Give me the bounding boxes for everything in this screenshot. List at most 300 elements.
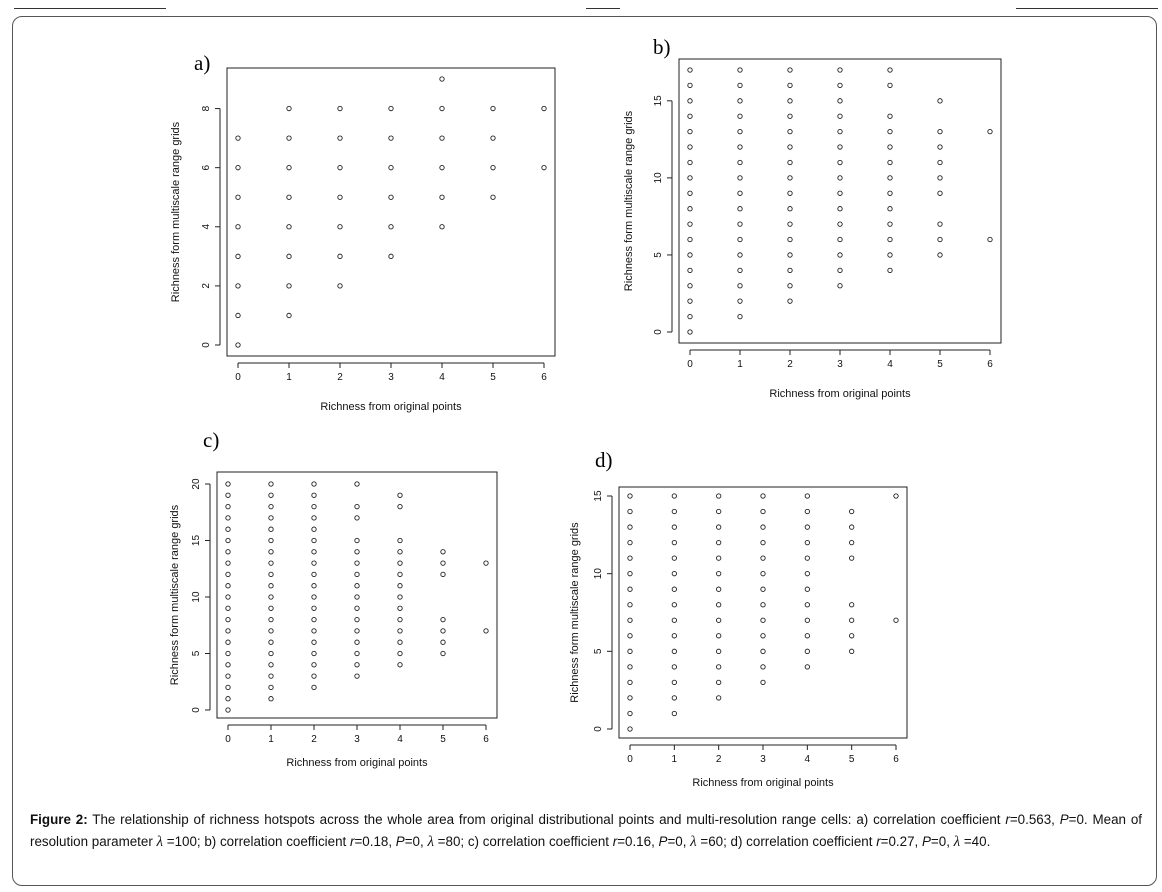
data-point [226,617,230,621]
data-point [716,696,720,700]
data-point [355,606,359,610]
data-point [269,482,273,486]
data-point [688,176,692,180]
data-point [738,299,742,303]
data-point [226,697,230,701]
data-point [672,525,676,529]
data-point [398,651,402,655]
data-point [628,540,632,544]
x-tick-label: 5 [937,359,943,370]
data-point [761,571,765,575]
data-point [441,617,445,621]
data-point [441,561,445,565]
y-tick-label: 0 [653,329,664,335]
caption-r-symbol: r [1005,812,1010,827]
data-point [672,509,676,513]
data-point [226,561,230,565]
data-point [287,225,291,229]
x-tick-label: 4 [887,359,893,370]
data-point [355,482,359,486]
data-point [805,649,809,653]
x-tick-label: 6 [987,359,993,370]
caption-lambda-symbol: λ [156,834,164,850]
data-point [628,587,632,591]
data-point [226,550,230,554]
data-point [738,222,742,226]
data-point [761,525,765,529]
data-point [312,629,316,633]
data-point [440,136,444,140]
data-point [226,572,230,576]
data-point [938,99,942,103]
x-tick-label: 2 [715,754,722,765]
data-point [938,145,942,149]
data-point [628,634,632,638]
data-point [788,268,792,272]
data-point [888,145,892,149]
data-point [542,165,546,169]
data-point [838,99,842,103]
data-point [688,207,692,211]
data-point [312,527,316,531]
data-point [355,595,359,599]
x-tick-label: 2 [311,734,317,745]
data-point [788,99,792,103]
data-point [312,606,316,610]
data-point [398,561,402,565]
data-point [628,494,632,498]
caption-p-symbol: P [921,834,931,849]
data-point [672,603,676,607]
data-point [738,99,742,103]
data-point [441,651,445,655]
data-point [672,665,676,669]
data-point [628,571,632,575]
data-point [849,556,853,560]
data-point [491,106,495,110]
data-point [938,160,942,164]
data-point [738,68,742,72]
data-point [398,640,402,644]
data-point [287,313,291,317]
x-axis-title: Richness from original points [692,777,834,789]
data-point [805,603,809,607]
data-point [389,106,393,110]
data-point [226,640,230,644]
panel-label: d) [595,448,613,472]
y-tick-label: 5 [593,648,604,655]
data-point [491,195,495,199]
data-point [788,160,792,164]
x-tick-label: 5 [490,372,496,383]
data-point [738,268,742,272]
x-tick-label: 4 [439,372,445,383]
data-point [838,207,842,211]
caption-text: =0.563, [1009,812,1060,827]
data-point [672,556,676,560]
data-point [738,284,742,288]
data-point [355,538,359,542]
panel-label: b) [653,35,671,59]
data-point [738,207,742,211]
data-point [738,160,742,164]
caption-p-symbol: P [658,834,668,849]
y-axis-title: Richness form multiscale range grids [169,504,181,686]
data-point [312,482,316,486]
data-point [888,83,892,87]
data-point [226,527,230,531]
data-point [355,651,359,655]
data-point [888,129,892,133]
data-point [672,680,676,684]
data-point [287,106,291,110]
data-point [287,195,291,199]
y-tick-label: 10 [191,591,202,603]
data-point [738,314,742,318]
caption-text: =60; d) correlation coefficient [696,834,877,849]
caption-text: =0, [404,834,428,849]
caption-text: =80; c) correlation coefficient [433,834,613,849]
data-point [269,640,273,644]
y-tick-label: 8 [201,105,212,112]
caption-r-symbol: r [350,834,355,849]
data-point [894,494,898,498]
data-point [226,538,230,542]
y-axis-title: Richness form multiscale range grids [623,110,635,292]
data-point [269,538,273,542]
data-point [338,225,342,229]
data-point [236,136,240,140]
data-point [398,606,402,610]
data-point [761,556,765,560]
data-point [838,268,842,272]
data-point [716,634,720,638]
data-point [688,299,692,303]
data-point [269,516,273,520]
data-point [761,618,765,622]
data-point [672,540,676,544]
data-point [888,207,892,211]
data-point [355,629,359,633]
data-point [269,697,273,701]
data-point [688,191,692,195]
data-point [312,550,316,554]
data-point [788,299,792,303]
data-point [672,711,676,715]
data-point [805,634,809,638]
caption-p-symbol: P [395,834,405,849]
data-point [398,504,402,508]
data-point [226,516,230,520]
data-point [312,493,316,497]
x-tick-label: 0 [627,754,633,765]
data-point [738,145,742,149]
data-point [938,129,942,133]
data-point [542,106,546,110]
data-point [938,176,942,180]
data-point [312,584,316,588]
data-point [688,129,692,133]
data-point [888,114,892,118]
data-point [888,222,892,226]
data-point [269,651,273,655]
data-point [355,640,359,644]
data-point [628,665,632,669]
data-point [716,680,720,684]
data-point [716,618,720,622]
caption-text: The relationship of richness hotspots across the whole area from original distributional points and multi-resolution range cells: a) correlation coefficient [87,812,1006,827]
data-point [628,727,632,731]
data-point [389,136,393,140]
data-point [226,504,230,508]
data-point [838,253,842,257]
data-point [440,225,444,229]
data-point [269,617,273,621]
data-point [312,663,316,667]
data-point [788,83,792,87]
scatter-panel [623,35,1001,400]
data-point [312,640,316,644]
data-point [849,649,853,653]
data-point [226,493,230,497]
data-point [761,665,765,669]
data-point [269,584,273,588]
y-tick-label: 20 [191,478,202,490]
data-point [838,284,842,288]
data-point [628,603,632,607]
x-tick-label: 3 [354,734,360,745]
data-point [226,663,230,667]
y-tick-label: 0 [191,707,202,713]
data-point [688,237,692,241]
y-tick-label: 15 [593,490,604,502]
y-tick-label: 10 [593,568,604,580]
data-point [688,268,692,272]
data-point [226,708,230,712]
data-point [688,160,692,164]
x-tick-label: 6 [893,754,899,765]
x-axis-title: Richness from original points [320,401,462,413]
data-point [236,313,240,317]
data-point [628,649,632,653]
data-point [888,68,892,72]
data-point [938,191,942,195]
data-point [838,129,842,133]
caption-p-symbol: P [1059,812,1069,827]
data-point [312,595,316,599]
data-point [269,561,273,565]
data-point [805,494,809,498]
data-point [236,195,240,199]
data-point [849,603,853,607]
data-point [312,504,316,508]
caption-text: =0. Mean of resolution parameter [30,812,1142,849]
y-tick-label: 5 [191,650,202,657]
data-point [938,222,942,226]
x-tick-label: 2 [337,372,343,383]
scatter-panel [170,51,555,413]
data-point [226,674,230,678]
data-point [672,696,676,700]
data-point [788,222,792,226]
data-point [688,330,692,334]
data-point [491,165,495,169]
data-point [938,253,942,257]
data-point [355,561,359,565]
data-point [672,618,676,622]
data-point [398,550,402,554]
data-point [838,176,842,180]
data-point [398,572,402,576]
data-point [287,284,291,288]
data-point [269,504,273,508]
caption-r-symbol: r [612,834,618,849]
data-point [355,550,359,554]
data-point [226,584,230,588]
data-point [628,618,632,622]
data-point [628,711,632,715]
x-axis-title: Richness from original points [769,388,911,400]
caption-text: =100; b) correlation coefficient [163,834,350,849]
data-point [849,618,853,622]
data-point [716,494,720,498]
data-point [287,136,291,140]
y-tick-label: 2 [201,283,212,289]
data-point [312,617,316,621]
data-point [894,618,898,622]
x-tick-label: 5 [848,754,855,765]
data-point [761,649,765,653]
data-point [389,225,393,229]
caption-r-symbol: r [876,834,881,849]
data-point [988,129,992,133]
data-point [440,165,444,169]
data-point [236,225,240,229]
data-point [672,494,676,498]
data-point [788,176,792,180]
y-tick-label: 0 [593,726,604,732]
x-tick-label: 3 [388,372,394,383]
data-point [788,114,792,118]
data-point [788,68,792,72]
y-tick-label: 10 [653,172,664,184]
x-tick-label: 1 [671,754,678,765]
data-point [398,493,402,497]
y-tick-label: 4 [201,223,212,230]
data-point [761,634,765,638]
data-point [688,83,692,87]
data-point [269,606,273,610]
data-point [688,114,692,118]
x-tick-label: 1 [286,372,292,383]
x-tick-label: 4 [397,734,403,745]
data-point [761,509,765,513]
data-point [838,160,842,164]
data-point [441,640,445,644]
y-axis-title: Richness form multiscale range grids [569,522,581,703]
data-point [338,136,342,140]
data-point [269,629,273,633]
data-point [398,595,402,599]
data-point [805,618,809,622]
caption-text: =0, [930,834,954,849]
data-point [398,663,402,667]
data-point [484,561,488,565]
data-point [672,634,676,638]
scatter-panel [569,448,907,789]
data-point [716,587,720,591]
data-point [338,195,342,199]
data-point [716,603,720,607]
data-point [236,254,240,258]
x-tick-label: 2 [787,359,793,370]
data-point [226,685,230,689]
data-point [788,191,792,195]
data-point [236,165,240,169]
data-point [338,165,342,169]
data-point [338,106,342,110]
x-tick-label: 0 [235,372,241,383]
data-point [312,651,316,655]
y-tick-label: 6 [201,164,212,171]
data-point [312,674,316,678]
data-point [849,509,853,513]
data-point [761,587,765,591]
data-point [849,525,853,529]
data-point [269,663,273,667]
data-point [672,571,676,575]
data-point [688,222,692,226]
data-point [398,538,402,542]
data-point [716,509,720,513]
data-point [312,516,316,520]
y-tick-label: 0 [201,342,212,348]
data-point [355,516,359,520]
data-point [440,77,444,81]
data-point [716,525,720,529]
data-point [236,343,240,347]
data-point [269,572,273,576]
data-point [226,629,230,633]
data-point [738,176,742,180]
data-point [287,254,291,258]
data-point [688,145,692,149]
data-point [226,651,230,655]
data-point [355,663,359,667]
x-tick-label: 6 [483,734,489,745]
y-tick-label: 15 [653,95,664,107]
data-point [440,195,444,199]
data-point [716,649,720,653]
data-point [716,540,720,544]
data-point [355,617,359,621]
data-point [398,617,402,621]
data-point [938,237,942,241]
data-point [688,253,692,257]
data-point [440,106,444,110]
data-point [672,587,676,591]
x-tick-label: 0 [687,359,693,370]
data-point [355,572,359,576]
x-axis-title: Richness from original points [286,757,428,769]
x-tick-label: 4 [804,754,811,765]
figure-caption [30,809,1142,853]
data-point [888,237,892,241]
panel-label: a) [194,51,211,75]
data-point [236,284,240,288]
data-point [441,550,445,554]
data-point [269,527,273,531]
